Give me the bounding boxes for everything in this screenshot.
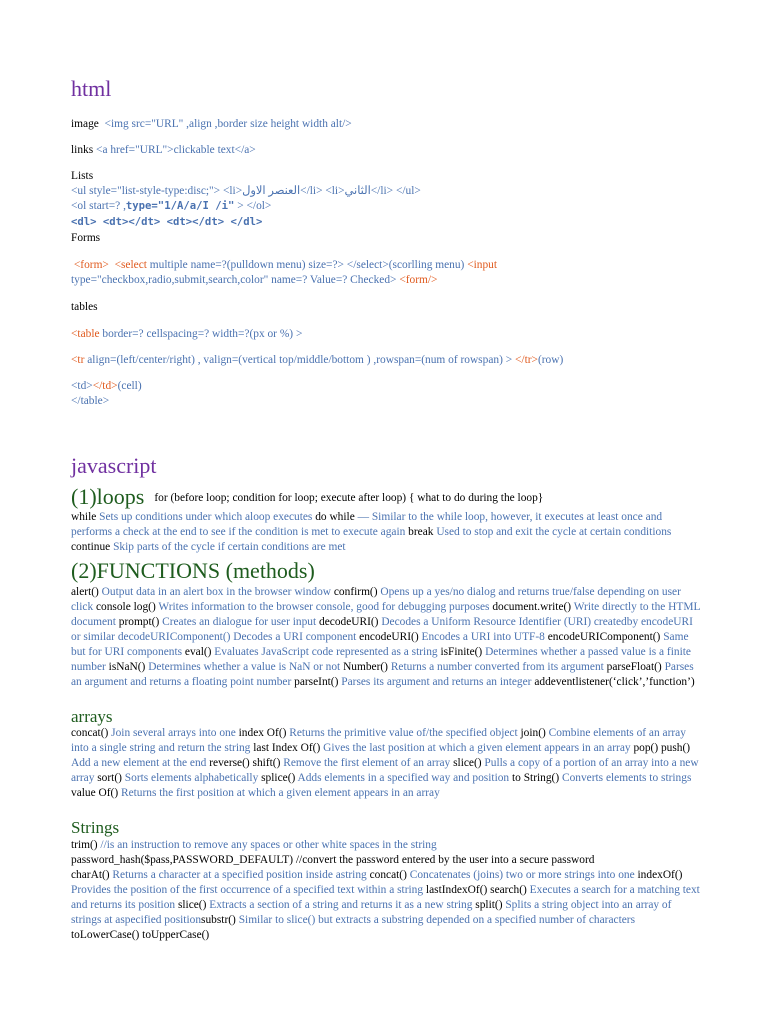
strings-segment: lastIndexOf() xyxy=(425,884,488,896)
arrays-segment: Add a new element at the end xyxy=(71,757,210,769)
loops-segment: — Similar to the while loop, however, it executes at least once and performs a check at the end to see if the condition is met to execute again xyxy=(71,511,663,538)
loops-segment: Used to stop and exit the cycle at certain conditions xyxy=(433,526,672,538)
arrays-segment: to String() xyxy=(511,772,560,784)
functions-segment: Determines whether a value is NaN or not xyxy=(145,661,344,673)
functions-segment: Parses its argument and returns an integer xyxy=(338,676,535,688)
loops-heading: (1)loops xyxy=(71,484,145,509)
loops-segment: do while xyxy=(315,511,355,523)
functions-segment: Decodes a Uniform Resource Identifier (URI) createdby encodeURI or similar decodeURIComponent() Decodes a URI component xyxy=(71,616,693,643)
strings-segment: charAt() xyxy=(71,869,110,881)
strings-para xyxy=(71,838,703,943)
table-close: </table> xyxy=(71,395,110,407)
arrays-segment: Join several arrays into one xyxy=(108,727,239,739)
arrays-segment: sort() xyxy=(97,772,122,784)
functions-segment: Returns a number converted from its argument xyxy=(387,661,607,673)
functions-segment: encodeURI() xyxy=(359,631,419,643)
strings-segment: indexOf() xyxy=(637,869,683,881)
arrays-segment: shift() xyxy=(252,757,281,769)
lists-label: Lists xyxy=(71,170,94,182)
ol-code-end: > </ol> xyxy=(234,200,272,212)
functions-segment: confirm() xyxy=(333,586,378,598)
dl-code: <dl> <dt></dt> <dt></dt> </dl> xyxy=(71,216,263,228)
loops-para xyxy=(71,510,703,555)
functions-segment: document.write() xyxy=(492,601,572,613)
tables-label: tables xyxy=(71,301,98,313)
ol-type: type="1/A/a/I /i" xyxy=(125,200,235,212)
strings-segment: Executes a search for a matching text and returns its position xyxy=(71,884,700,911)
strings-segment: password_hash($pass,PASSWORD_DEFAULT) //convert the password entered by the user into a secure password xyxy=(71,854,595,866)
functions-segment: Determines whether a passed value is a finite number xyxy=(71,646,691,673)
strings-segment: search() xyxy=(490,884,527,896)
strings-segment: substr() xyxy=(201,914,236,926)
functions-segment: parseFloat() xyxy=(606,661,662,673)
tr-close: </tr> xyxy=(514,354,538,366)
strings-heading: Strings xyxy=(71,818,120,837)
input-attrs: type="checkbox,radio,submit,search,color" name=? Value=? Checked> xyxy=(71,274,397,286)
functions-segment: alert() xyxy=(71,586,99,598)
arrays-segment: reverse() xyxy=(209,757,250,769)
functions-segment: Output data in an alert box in the browser window xyxy=(98,586,334,598)
tr-tag: <tr xyxy=(71,354,85,366)
html-heading: html xyxy=(71,76,112,101)
loops-segment: continue xyxy=(71,541,111,553)
forms-label: Forms xyxy=(71,232,101,244)
strings-segment: Returns a character at a specified position inside astring xyxy=(109,869,370,881)
functions-segment: Writes information to the browser console, good for debugging purposes xyxy=(155,601,493,613)
image-line xyxy=(71,117,352,132)
arrays-segment: Combine elements of an array into a single string and return the string xyxy=(71,727,686,754)
functions-segment: isFinite() xyxy=(440,646,483,658)
arrays-segment: slice() xyxy=(453,757,482,769)
arrays-segment: pop() push() xyxy=(633,742,691,754)
strings-segment: Similar to slice() but extracts a substring depended on a specified number of characters xyxy=(235,914,636,926)
functions-segment: Number() xyxy=(343,661,388,673)
arrays-segment: concat() xyxy=(71,727,109,739)
functions-segment: parseInt() xyxy=(294,676,339,688)
arrays-segment: splice() xyxy=(261,772,296,784)
strings-segment: Extracts a section of a string and returns it as a new string xyxy=(206,899,476,911)
functions-segment: Same but for URI components xyxy=(71,631,689,658)
functions-segment: Write directly to the HTML document xyxy=(71,601,701,628)
strings-segment: slice() xyxy=(177,899,207,911)
form-tag: <form> xyxy=(73,259,109,271)
td-line xyxy=(71,379,142,394)
functions-heading: (2)FUNCTIONS (methods) xyxy=(71,558,315,583)
arrays-heading: arrays xyxy=(71,707,113,726)
arrays-segment: Sorts elements alphabetically xyxy=(121,772,262,784)
arrays-segment: join() xyxy=(520,727,546,739)
arrays-segment: Returns the primitive value of/the specified object xyxy=(286,727,521,739)
table-tag: <table xyxy=(71,328,100,340)
forms-line-2 xyxy=(71,273,437,288)
strings-segment: concat() xyxy=(369,869,407,881)
input-tag: <input xyxy=(467,259,498,271)
form-close-tag: <form/> xyxy=(399,274,438,286)
strings-segment: toLowerCase() toUpperCase() xyxy=(71,929,210,941)
strings-segment: Provides the position of the first occurrence of a specified text within a string xyxy=(71,884,426,896)
arrays-segment: last Index Of() xyxy=(253,742,321,754)
select-attrs: multiple name=?(pulldown menu) size=?> </select>(scorlling menu) xyxy=(146,259,468,271)
functions-segment: Evaluates JavaScript code represented as a string xyxy=(211,646,441,658)
loops-sub: for (before loop; condition for loop; execute after loop) { what to do during the loop} xyxy=(154,492,544,504)
image-code: <img src="URL" ,align ,border size height width alt/> xyxy=(104,118,352,130)
loops-heading-line xyxy=(71,486,543,508)
table-line xyxy=(71,327,302,342)
links-line xyxy=(71,143,256,158)
js-heading: javascript xyxy=(71,453,157,478)
functions-segment: Creates an dialogue for user input xyxy=(159,616,320,628)
strings-segment: Concatenates (joins) two or more strings into one xyxy=(406,869,638,881)
functions-segment: encodeURIComponent() xyxy=(547,631,661,643)
links-label: links xyxy=(71,144,94,156)
arrays-para xyxy=(71,726,703,801)
strings-segment: //is an instruction to remove any spaces or other white spaces in the string xyxy=(97,839,437,851)
arrays-segment: index Of() xyxy=(238,727,287,739)
functions-segment: decodeURI() xyxy=(319,616,379,628)
functions-segment: addeventlistener(‘click’,’function’) xyxy=(534,676,695,688)
functions-segment: Parses an argument and returns a floating point number xyxy=(71,661,694,688)
image-label: image xyxy=(71,118,99,130)
functions-segment: isNaN() xyxy=(108,661,146,673)
ol-code xyxy=(71,199,271,214)
links-code: <a href="URL">clickable text</a> xyxy=(96,144,256,156)
functions-segment: Opens up a yes/no dialog and returns true/false depending on user click xyxy=(71,586,681,613)
strings-segment: trim() xyxy=(71,839,98,851)
td-close: </td> xyxy=(92,380,118,392)
arrays-segment: Pulls a copy of a portion of an array into a new array xyxy=(71,757,699,784)
functions-segment: eval() xyxy=(184,646,212,658)
td-tag: <td> xyxy=(71,380,93,392)
functions-segment: console log() xyxy=(95,601,156,613)
arrays-segment: Gives the last position at which a given element appears in an array xyxy=(320,742,634,754)
arrays-segment: Adds elements in a specified way and position xyxy=(295,772,512,784)
loops-segment: break xyxy=(408,526,434,538)
tr-line xyxy=(71,353,563,368)
table-attrs: border=? cellspacing=? width=?(px or %) > xyxy=(99,328,303,340)
arrays-segment: Converts elements to strings xyxy=(559,772,692,784)
ul-code: <ul style="list-style-type:disc;"> <li>العنصر الاول</li> <li>الثاني</li> </ul> xyxy=(71,185,421,197)
functions-segment: Encodes a URI into UTF-8 xyxy=(418,631,548,643)
forms-line-1 xyxy=(71,258,497,273)
td-note: (cell) xyxy=(117,380,142,392)
loops-segment: Sets up conditions under which aloop executes xyxy=(99,511,316,523)
functions-para xyxy=(71,585,703,690)
functions-segment: prompt() xyxy=(118,616,160,628)
select-tag: <select xyxy=(114,259,147,271)
loops-segment: Skip parts of the cycle if certain conditions are met xyxy=(110,541,346,553)
arrays-segment: Returns the first position at which a given element appears in an array xyxy=(118,787,440,799)
arrays-segment: Remove the first element of an array xyxy=(280,757,454,769)
tr-note: (row) xyxy=(537,354,564,366)
arrays-segment: value Of() xyxy=(71,787,119,799)
strings-segment: split() xyxy=(475,899,503,911)
strings-segment: Splits a string object into an array of strings at aspecified position xyxy=(71,899,672,926)
ol-code-start: <ol start=? , xyxy=(71,200,126,212)
tr-attrs: align=(left/center/right) , valign=(vertical top/middle/bottom ) ,rowspan=(num of rowspan) > xyxy=(84,354,515,366)
loops-segment: while xyxy=(71,511,100,523)
